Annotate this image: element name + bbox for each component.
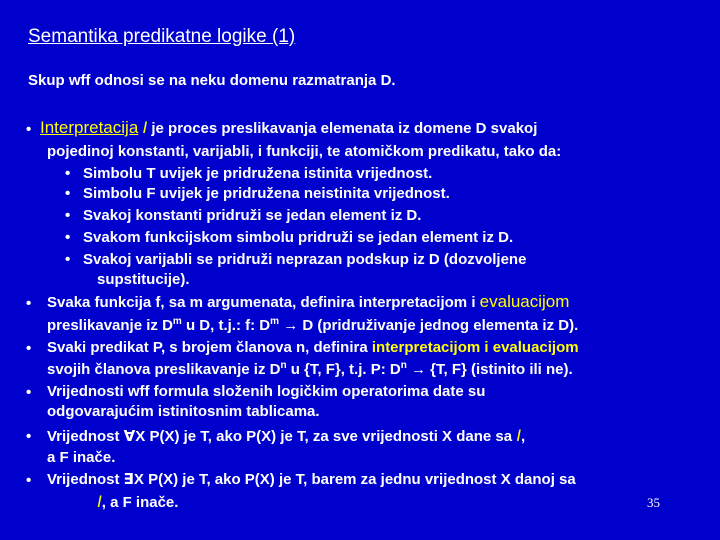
bullet-3-marker: •	[26, 340, 32, 357]
bullet-3-l2c: → {T, F} (istinito ili ne).	[406, 361, 573, 378]
sub-bullet-4: Svakom funkcijskom simbolu pridruži se jedan element iz D.	[83, 229, 514, 246]
bullet-1-line-1	[40, 118, 537, 139]
bullet-6-rest: , a F inače.	[101, 494, 179, 511]
sub-bullet-5-cont: supstitucije).	[97, 271, 190, 288]
bullet-2-text: Svaka funkcija f, sa m argumenata, definira interpretacijom i	[47, 294, 480, 311]
bullet-3-l2b: u {T, F}, t.j. P: D	[286, 361, 401, 378]
bullet-4-marker: •	[26, 384, 32, 401]
bullet-6-marker: •	[26, 472, 32, 489]
bullet-3-text: Svaki predikat P, s brojem članova n, definira	[47, 339, 372, 356]
sub-bullet-5-marker: •	[65, 251, 71, 268]
bullet-4-line-2: odgovarajućim istinitosnim tablicama.	[47, 403, 320, 420]
interpretacija-evaluacija-term: interpretacijom i evaluacijom	[371, 339, 579, 356]
sub-bullet-2-marker: •	[65, 185, 71, 202]
interpretacija-term: Interpretacija	[40, 118, 139, 137]
bullet-3-l2a: svojih članova preslikavanje iz D	[47, 361, 281, 378]
bullet-6-line-1: Vrijednost ∃X P(X) je T, ako P(X) je T, barem za jednu vrijednost X danoj sa	[47, 471, 576, 488]
sub-bullet-1: Simbolu T uvijek je pridružena istinita vrijednost.	[83, 165, 433, 182]
intro-text: Skup wff odnosi se na neku domenu razmatranja D.	[28, 72, 396, 89]
bullet-1-rest: je proces preslikavanja elemenata iz domene D svakoj	[147, 120, 538, 137]
bullet-4-line-1: Vrijednosti wff formula složenih logičkim operatorima date su	[47, 383, 486, 400]
sup-n-2: n	[400, 360, 407, 371]
bullet-2-line-2	[47, 316, 578, 336]
sub-bullet-5: Svakoj varijabli se pridruži neprazan podskup iz D (dozvoljene	[83, 251, 527, 268]
sup-m-2: m	[270, 316, 280, 327]
sub-bullet-1-marker: •	[65, 165, 71, 182]
bullet-5-comma: ,	[521, 428, 526, 445]
bullet-1-line-2: pojedinoj konstanti, varijabli, i funkciji, te atomičkom predikatu, tako da:	[47, 143, 562, 160]
bullet-6-symbol: I	[97, 492, 102, 511]
bullet-5-line-2: a F inače.	[47, 449, 116, 466]
bullet-6-line-2	[97, 492, 178, 513]
bullet-2-l2c: → D (pridruživanje jednog elementa iz D).	[279, 317, 579, 334]
sup-n-1: n	[280, 360, 287, 371]
bullet-5-marker: •	[26, 428, 32, 445]
bullet-2-marker: •	[26, 295, 32, 312]
bullet-3-line-2	[47, 360, 573, 380]
interpretacija-symbol: I	[142, 118, 148, 137]
bullet-2-l2a: preslikavanje iz D	[47, 317, 173, 334]
sup-m-1: m	[172, 316, 182, 327]
bullet-1-marker: •	[26, 121, 32, 138]
sub-bullet-4-marker: •	[65, 229, 71, 246]
bullet-5-text: Vrijednost ∀X P(X) je T, ako P(X) je T, za sve vrijednosti X dane sa	[47, 428, 517, 445]
sub-bullet-2: Simbolu F uvijek je pridružena neistinita vrijednost.	[83, 185, 450, 202]
bullet-2-l2b: u D, t.j.: f: D	[181, 317, 271, 334]
sub-bullet-3-marker: •	[65, 207, 71, 224]
page-number: 35	[647, 495, 660, 510]
bullet-5-line-1	[47, 426, 525, 447]
bullet-2-line-1	[47, 292, 569, 313]
bullet-3-line-1	[47, 338, 579, 358]
bullet-5-symbol: I	[516, 426, 521, 445]
slide-title: Semantika predikatne logike (1)	[28, 26, 296, 47]
sub-bullet-3: Svakoj konstanti pridruži se jedan element iz D.	[83, 207, 422, 224]
evaluacijom-term: evaluacijom	[479, 292, 570, 311]
